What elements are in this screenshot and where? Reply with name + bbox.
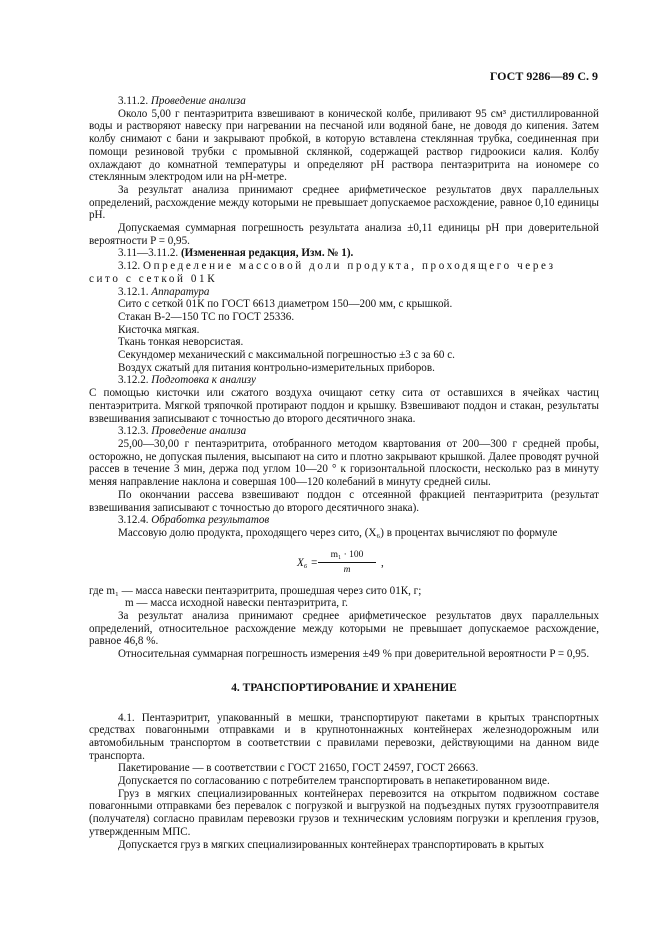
subsection-number: 3.12.: [118, 260, 141, 273]
paragraph: Массовую долю продукта, проходящего через сито, (X₆) в процентах вычисляют по формуле: [118, 526, 558, 539]
paragraph: Относительная суммарная погрешность измерения ±49 % при доверительной вероятности P = 0,95.: [118, 648, 590, 661]
formula-numerator: m₁ · 100: [318, 549, 376, 564]
formula-denominator: m: [343, 565, 351, 576]
subsection-title-line2: сито с сеткой 01К: [89, 272, 218, 285]
subsection-title: Проведение анализа: [151, 425, 247, 438]
subsection-title: Обработка результатов: [151, 514, 270, 527]
paragraph: 25,00—30,00 г пентаэритрита, отобранного методом квартования от 200—300 г средней пробы, осторожно, не допуская пыления, высыпают на сито и плотно закрывают крышкой. Далее проводят ручной рассев в течение 3 мин, держа под углом 10—20 ° к горизонтальной плоскости, несколько раз в минуту меняя направление наклона и совершая 100—120 колебаний в минуту средней силы.: [89, 437, 599, 489]
equipment-item: Воздух сжатый для питания контрольно-измерительных приборов.: [118, 361, 435, 374]
equipment-item: Стакан В-2—150 ТС по ГОСТ 25336.: [118, 310, 295, 323]
subsection-number: 3.12.2.: [118, 374, 149, 387]
paragraph: За результат анализа принимают среднее арифметическое результатов двух параллельных определений, относительное расхождение между которыми не превышает допускаемое расхождение, равное 46,8 %.: [89, 610, 599, 648]
equipment-item: Кисточка мягкая.: [118, 323, 200, 336]
page-header: ГОСТ 9286—89 С. 9: [489, 69, 598, 83]
subsection-3-11-2-heading: [89, 95, 599, 108]
paragraph: Допускается по согласованию с потребителем транспортировать в непакетированном виде.: [118, 775, 550, 788]
subsection-title: Подготовка к анализу: [151, 374, 256, 387]
paragraph: Пакетирование — в соответствии с ГОСТ 21650, ГОСТ 24597, ГОСТ 26663.: [118, 762, 479, 775]
paragraph: По окончании рассева взвешивают поддон с отсеянной фракцией пентаэритрита (результат взвешивания записывают с точностью до второго десятичного знака).: [89, 488, 599, 514]
subsection-3-12-heading: [89, 260, 599, 273]
paragraph: За результат анализа принимают среднее арифметическое результатов двух параллельных определений, расхождение между которыми не превышает допускаемое расхождение, равное 0,10 единицы pH.: [89, 183, 599, 222]
amendment-text: (Измененная редакция, Изм. № 1).: [180, 247, 354, 260]
paragraph: Допускается груз в мягких специализированных контейнерах транспортировать в крытых: [118, 838, 544, 851]
page-content: [89, 95, 599, 851]
equipment-item: Секундомер механический с максимальной погрешностью ±3 с за 60 с.: [118, 349, 455, 362]
formula-legend-item: m — масса исходной навески пентаэритрита, г.: [125, 597, 348, 610]
formula-tail: ,: [381, 556, 384, 569]
amendment-note: [89, 247, 599, 260]
formula-lhs: X₆ =: [297, 556, 318, 569]
formula-legend-item: где m₁ — масса навески пентаэритрита, прошедшая через сито 01К, г;: [89, 584, 422, 597]
subsection-title: Аппаратура: [151, 285, 210, 298]
section-4-title: 4. ТРАНСПОРТИРОВАНИЕ И ХРАНЕНИЕ: [231, 681, 457, 694]
subsection-number: 3.11.2.: [118, 95, 149, 107]
amendment-range: 3.11—3.11.2.: [118, 247, 179, 260]
subsection-title: Проведение анализа: [150, 95, 246, 107]
paragraph: 4.1. Пентаэритрит, упакованный в мешки, транспортируют пакетами в крытых транспортных средствах повагонными отправками и в крупнотоннажных контейнерах железнодорожным или автомобильным транспортом в соответствии с правилами перевозки, действующими на данном виде транспорта.: [89, 711, 599, 762]
subsection-3-12-1-heading: [89, 286, 599, 299]
paragraph: Около 5,00 г пентаэритрита взвешивают в конической колбе, приливают 95 см³ дистиллированной воды и растворяют навеску при нагревании на песчаной или водяной бане, не доводя до кипения. Затем колбу снимают с бани и закрывают пробкой, в которую вставлена стеклянная трубка, соединенная при помощи резиновой трубки с промывной склянкой, содержащей раствор гидроокиси калия. Колбу охлаждают до комнатной температуры и определяют pH раствора пентаэритрита на иономере со стеклянным электродом или на pH-метре.: [89, 107, 599, 184]
paragraph: Груз в мягких специализированных контейнерах перевозится на открытом подвижном составе повагонными отправками без перевалок с погрузкой и выгрузкой на подъездных путях грузоотправителя (получателя) согласно правилам перевозки грузов и техническим условиям погрузки и крепления грузов, утвержденным МПС.: [89, 787, 599, 838]
subsection-title-line1: Определение массовой доли продукта, проходящего через: [142, 260, 556, 273]
subsection-3-12-2-heading: [89, 374, 599, 387]
paragraph: С помощью кисточки или сжатого воздуха очищают сетку сита от оставшихся в ячейках частиц пентаэритрита. Мягкой тряпочкой протирают поддон и крышку. Взвешивают поддон и стакан, результаты взвешивания записывают с точностью до второго десятичного знака.: [89, 387, 599, 425]
formula-x6: [89, 547, 599, 579]
equipment-item: Ткань тонкая неворсистая.: [118, 336, 244, 349]
subsection-3-12-heading-cont: [89, 273, 599, 286]
subsection-3-12-4-heading: [89, 514, 599, 527]
subsection-number: 3.12.3.: [118, 425, 149, 438]
subsection-number: 3.12.4.: [118, 514, 149, 527]
paragraph: Допускаемая суммарная погрешность результата анализа ±0,11 единицы pH при доверительной вероятности P = 0,95.: [89, 222, 599, 247]
equipment-item: Сито с сеткой 01К по ГОСТ 6613 диаметром 150—200 мм, с крышкой.: [118, 298, 453, 311]
subsection-number: 3.12.1.: [118, 285, 149, 298]
formula-fraction: [318, 549, 376, 577]
subsection-3-12-3-heading: [89, 425, 599, 438]
